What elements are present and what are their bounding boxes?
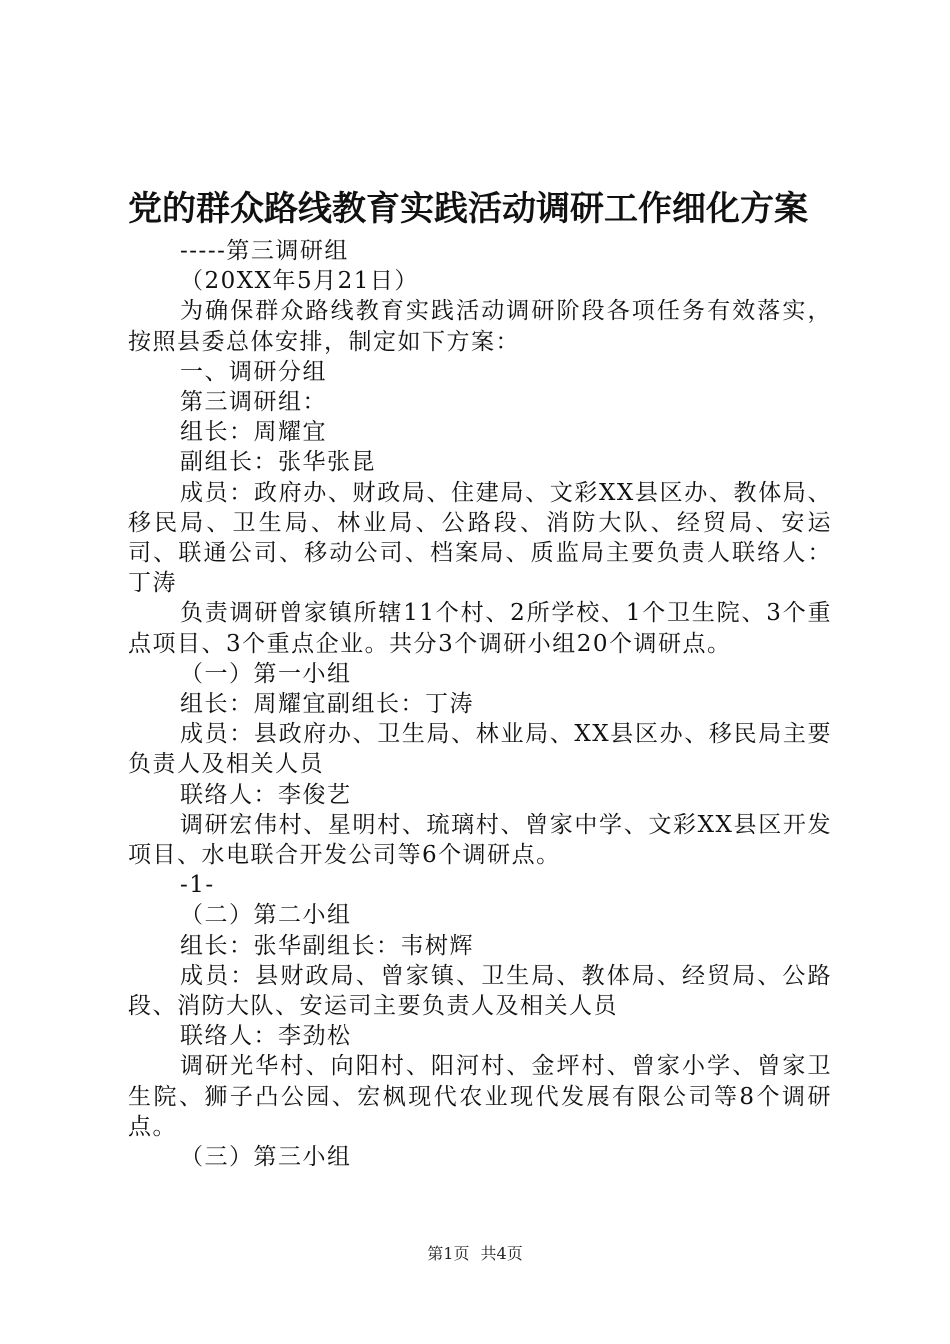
subgroup-2-sites: 调研光华村、向阳村、阳河村、金坪村、曾家小学、曾家卫生院、狮子凸公园、宏枫现代农业现代发展有限公司等8个调研点。 bbox=[128, 1053, 832, 1140]
subtitle-group: -----第三调研组 bbox=[180, 238, 349, 264]
subgroup-1-sites: 调研宏伟村、星明村、琉璃村、曾家中学、文彩XX县区开发项目、水电联合开发公司等6个调研点。 bbox=[128, 811, 832, 869]
inline-page-number: -1- bbox=[180, 872, 215, 899]
subgroup-3-heading: （三）第三小组 bbox=[180, 1144, 352, 1171]
page-footer bbox=[0, 1243, 950, 1265]
subgroup-1-heading: （一）第一小组 bbox=[180, 660, 352, 687]
subgroup-1-contact: 联络人：李俊艺 bbox=[180, 781, 352, 808]
group-deputy-leader: 副组长：张华张昆 bbox=[180, 449, 376, 476]
subgroup-2-heading: （二）第二小组 bbox=[180, 902, 352, 929]
group-leader: 组长：周耀宜 bbox=[180, 419, 327, 446]
group-heading: 第三调研组： bbox=[180, 389, 327, 416]
page-number: 第1页 bbox=[427, 1244, 470, 1263]
subgroup-2-members: 成员：县财政局、曾家镇、卫生局、教体局、经贸局、公路段、消防大队、安运司主要负责人及相关人员 bbox=[128, 962, 832, 1020]
section-heading: 一、调研分组 bbox=[180, 358, 327, 385]
document-body bbox=[128, 236, 832, 1172]
subgroup-1-leaders: 组长：周耀宜副组长：丁涛 bbox=[180, 691, 474, 718]
subgroup-1-members: 成员：县政府办、卫生局、林业局、XX县区办、移民局主要负责人及相关人员 bbox=[128, 721, 832, 778]
group-scope: 负责调研曾家镇所辖11个村、2所学校、1个卫生院、3个重点项目、3个重点企业。共分3个调研小组20个调研点。 bbox=[128, 600, 832, 657]
intro-paragraph: 为确保群众路线教育实践活动调研阶段各项任务有效落实，按照县委总体安排，制定如下方案： bbox=[128, 298, 832, 355]
page-total: 共4页 bbox=[480, 1244, 523, 1263]
document-title: 党的群众路线教育实践活动调研工作细化方案 bbox=[128, 189, 808, 229]
subgroup-2-contact: 联络人：李劲松 bbox=[180, 1023, 352, 1050]
group-members: 成员：政府办、财政局、住建局、文彩XX县区办、教体局、移民局、卫生局、林业局、公路段、消防大队、经贸局、安运司、联通公司、移动公司、档案局、质监局主要负责人联络人：丁涛 bbox=[128, 479, 832, 597]
subtitle-date: （20XX年5月21日） bbox=[180, 268, 419, 295]
subgroup-2-leaders: 组长：张华副组长：韦树辉 bbox=[180, 932, 474, 959]
